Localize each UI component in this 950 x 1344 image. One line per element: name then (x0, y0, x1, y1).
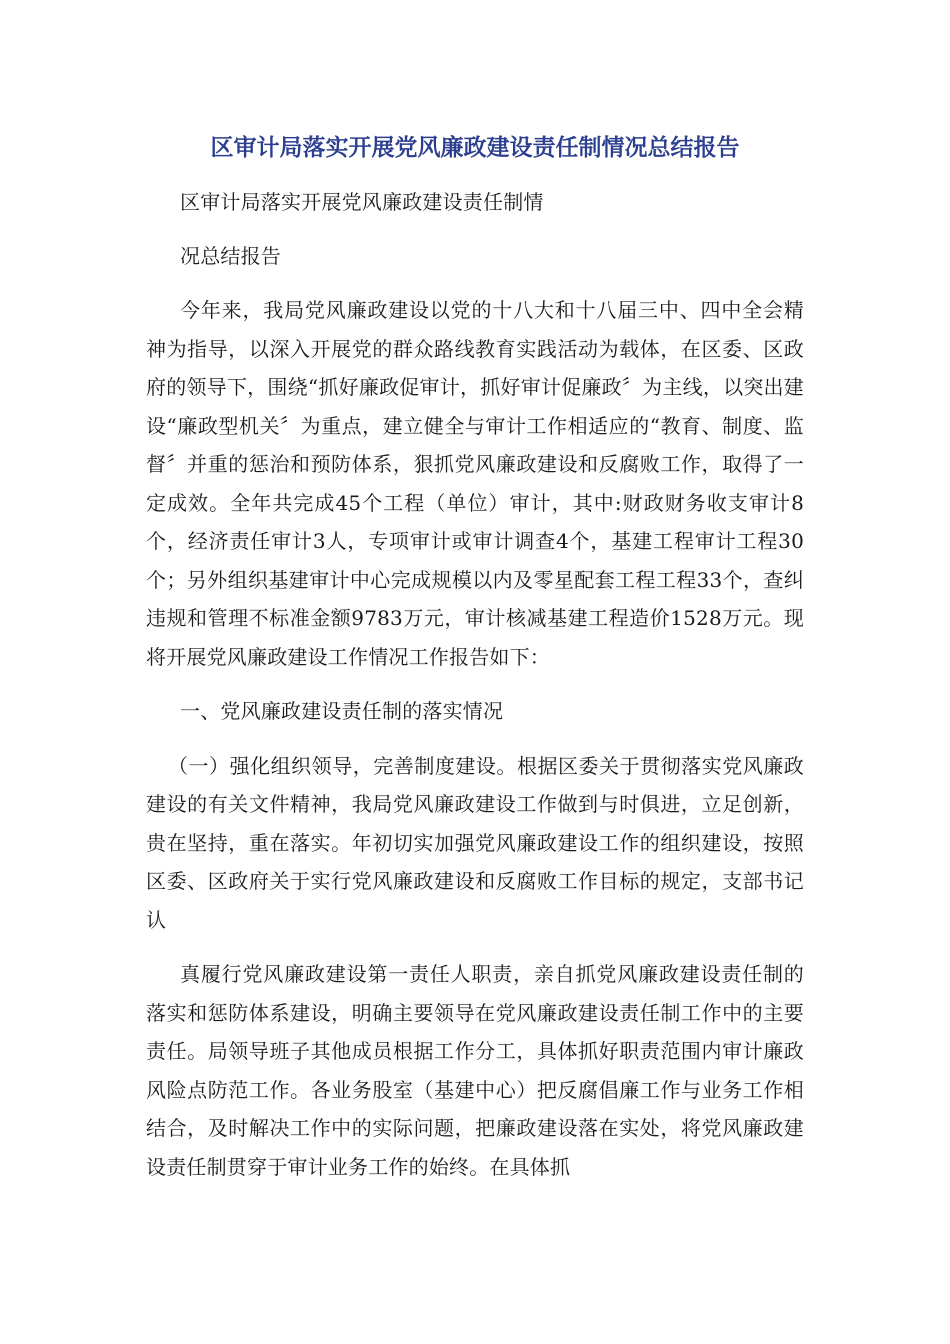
intro-paragraph: 今年来，我局党风廉政建设以党的十八大和十八届三中、四中全会精神为指导，以深入开展党的群众路线教育实践活动为载体，在区委、区政府的领导下，围绕“抓好廉政促审计，抓好审计促廉政〞为主线，以突出建设“廉政型机关〞为重点，建立健全与审计工作相适应的“教育、制度、监督〞并重的惩治和预防体系，狠抓党风廉政建设和反腐败工作，取得了一定成效。全年共完成45个工程（单位）审计，其中:财政财务收支审计8个，经济责任审计3人，专项审计或审计调查4个，基建工程审计工程30个；另外组织基建审计中心完成规模以内及零星配套工程工程33个，查纠违规和管理不标准金额9783万元，审计核减基建工程造价1528万元。现将开展党风廉政建设工作情况工作报告如下： (146, 298, 804, 669)
subtitle-line-1: 区审计局落实开展党风廉政建设责任制情 (180, 190, 544, 214)
section-1-paragraph-2: 真履行党风廉政建设第一责任人职责，亲自抓党风廉政建设责任制的落实和惩防体系建设，明确主要领导在党风廉政建设责任制工作中的主要责任。局领导班子其他成员根据工作分工，具体抓好职责范围内审计廉政风险点防范工作。各业务股室（基建中心）把反腐倡廉工作与业务工作相结合，及时解决工作中的实际问题，把廉政建设落在实处，将党风廉政建设责任制贯穿于审计业务工作的始终。在具体抓 (146, 962, 804, 1179)
section-heading-1: 一、党风廉政建设责任制的落实情况 (180, 699, 504, 723)
document-title: 区审计局落实开展党风廉政建设责任制情况总结报告 (210, 135, 740, 161)
document-body (146, 183, 804, 1186)
section-1-paragraph-1: （一）强化组织领导，完善制度建设。根据区委关于贯彻落实党风廉政建设的有关文件精神，我局党风廉政建设工作做到与时俱进，立足创新，贵在坚持，重在落实。年初切实加强党风廉政建设工作的组织建设，按照区委、区政府关于实行党风廉政建设和反腐败工作目标的规定，支部书记认 (146, 753, 804, 932)
subtitle-line-2: 况总结报告 (180, 243, 281, 268)
